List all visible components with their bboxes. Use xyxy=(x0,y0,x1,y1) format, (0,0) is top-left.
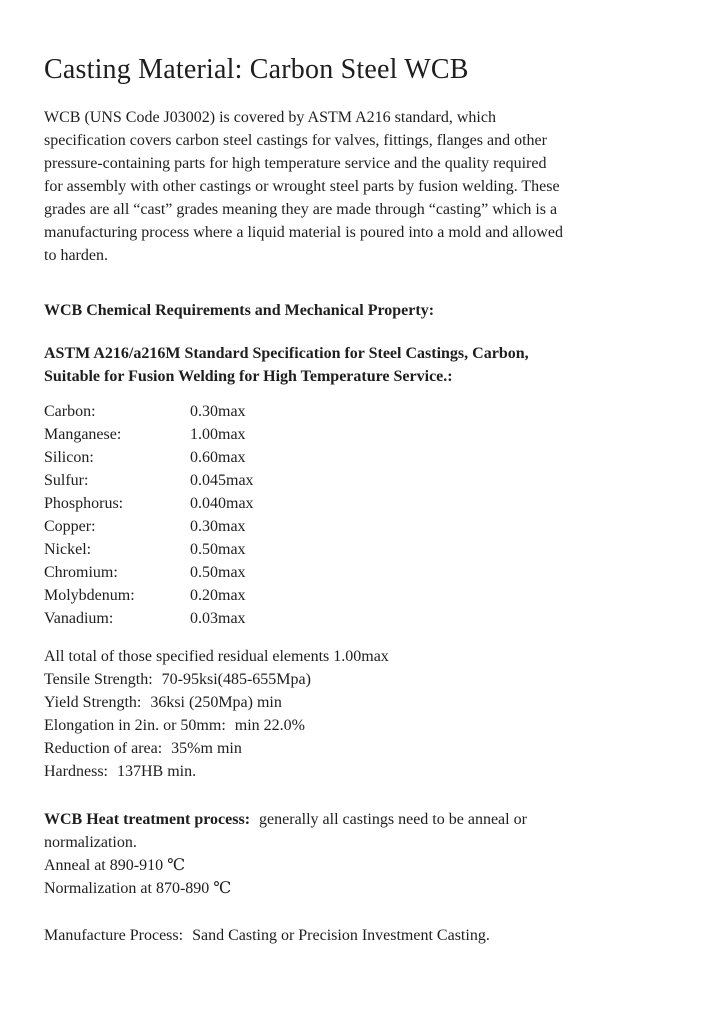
property-label: Elongation in 2in. or 50mm: xyxy=(44,717,226,734)
intro-line: to harden. xyxy=(44,247,108,264)
anneal-line: Anneal at 890-910 ℃ xyxy=(44,857,185,874)
element-label: Nickel: xyxy=(44,541,92,558)
element-label: Carbon: xyxy=(44,403,96,420)
element-label: Sulfur: xyxy=(44,472,89,489)
property-value: 36ksi (250Mpa) min xyxy=(150,694,282,711)
element-label: Molybdenum: xyxy=(44,587,135,604)
manufacture-process-line xyxy=(44,924,675,947)
element-value: 0.040max xyxy=(190,495,254,512)
chemical-row xyxy=(44,469,675,492)
element-value: 0.30max xyxy=(190,403,246,420)
element-label: Manganese: xyxy=(44,426,122,443)
intro-line: pressure-containing parts for high temperature service and the quality required xyxy=(44,155,547,172)
property-value: 137HB min. xyxy=(116,763,197,780)
spec-heading-line: Suitable for Fusion Welding for High Temperature Service.: xyxy=(44,368,453,385)
intro-line: for assembly with other castings or wrought steel parts by fusion welding. These xyxy=(44,178,560,195)
intro-line: specification covers carbon steel castings for valves, fittings, flanges and other xyxy=(44,132,547,149)
element-value: 0.50max xyxy=(190,541,246,558)
mechanical-row xyxy=(44,760,675,783)
element-value: 1.00max xyxy=(190,426,246,443)
mechanical-row xyxy=(44,691,675,714)
chemical-row xyxy=(44,492,675,515)
property-label: Yield Strength: xyxy=(44,694,142,711)
element-label: Vanadium: xyxy=(44,610,114,627)
heat-treatment-text-wrap: normalization. xyxy=(44,834,137,851)
page-title: Casting Material: Carbon Steel WCB xyxy=(44,54,469,85)
property-label: Reduction of area: xyxy=(44,740,163,757)
chemical-row xyxy=(44,515,675,538)
residual-note: All total of those specified residual elements 1.00max xyxy=(44,648,389,665)
element-value: 0.50max xyxy=(190,564,246,581)
mechanical-row xyxy=(44,668,675,691)
property-value: 35%m min xyxy=(171,740,242,757)
heat-treatment-intro xyxy=(44,808,675,831)
chemical-row xyxy=(44,584,675,607)
property-label: Hardness: xyxy=(44,763,108,780)
mechanical-properties-section xyxy=(44,645,675,783)
spec-heading xyxy=(44,342,675,388)
intro-paragraph xyxy=(44,106,675,267)
heat-treatment-text: generally all castings need to be anneal or xyxy=(259,811,527,828)
property-value: min 22.0% xyxy=(234,717,305,734)
mechanical-row xyxy=(44,714,675,737)
manufacture-label: Manufacture Process: xyxy=(44,927,184,944)
heat-treatment-label: WCB Heat treatment process: xyxy=(44,811,251,828)
element-label: Chromium: xyxy=(44,564,118,581)
element-value: 0.30max xyxy=(190,518,246,535)
section-heading-chemical-mechanical: WCB Chemical Requirements and Mechanical Property: xyxy=(44,302,435,319)
element-value: 0.03max xyxy=(190,610,246,627)
chemical-row xyxy=(44,446,675,469)
spec-heading-line: ASTM A216/a216M Standard Specification for Steel Castings, Carbon, xyxy=(44,345,529,362)
intro-line: WCB (UNS Code J03002) is covered by ASTM A216 standard, which xyxy=(44,109,496,126)
element-label: Copper: xyxy=(44,518,96,535)
property-label: Tensile Strength: xyxy=(44,671,153,688)
element-value: 0.045max xyxy=(190,472,254,489)
element-label: Phosphorus: xyxy=(44,495,124,512)
element-label: Silicon: xyxy=(44,449,94,466)
manufacture-value: Sand Casting or Precision Investment Casting. xyxy=(192,927,490,944)
element-value: 0.20max xyxy=(190,587,246,604)
element-value: 0.60max xyxy=(190,449,246,466)
intro-line: manufacturing process where a liquid material is poured into a mold and allowed xyxy=(44,224,563,241)
chemical-row xyxy=(44,607,675,630)
mechanical-row xyxy=(44,737,675,760)
property-value: 70-95ksi(485-655Mpa) xyxy=(161,671,311,688)
normalization-line: Normalization at 870-890 ℃ xyxy=(44,880,232,897)
chemical-row xyxy=(44,423,675,446)
chemical-requirements-list xyxy=(44,400,675,630)
heat-treatment-section xyxy=(44,808,675,900)
intro-line: grades are all “cast” grades meaning they are made through “casting” which is a xyxy=(44,201,558,218)
chemical-row xyxy=(44,561,675,584)
chemical-row xyxy=(44,400,675,423)
chemical-row xyxy=(44,538,675,561)
